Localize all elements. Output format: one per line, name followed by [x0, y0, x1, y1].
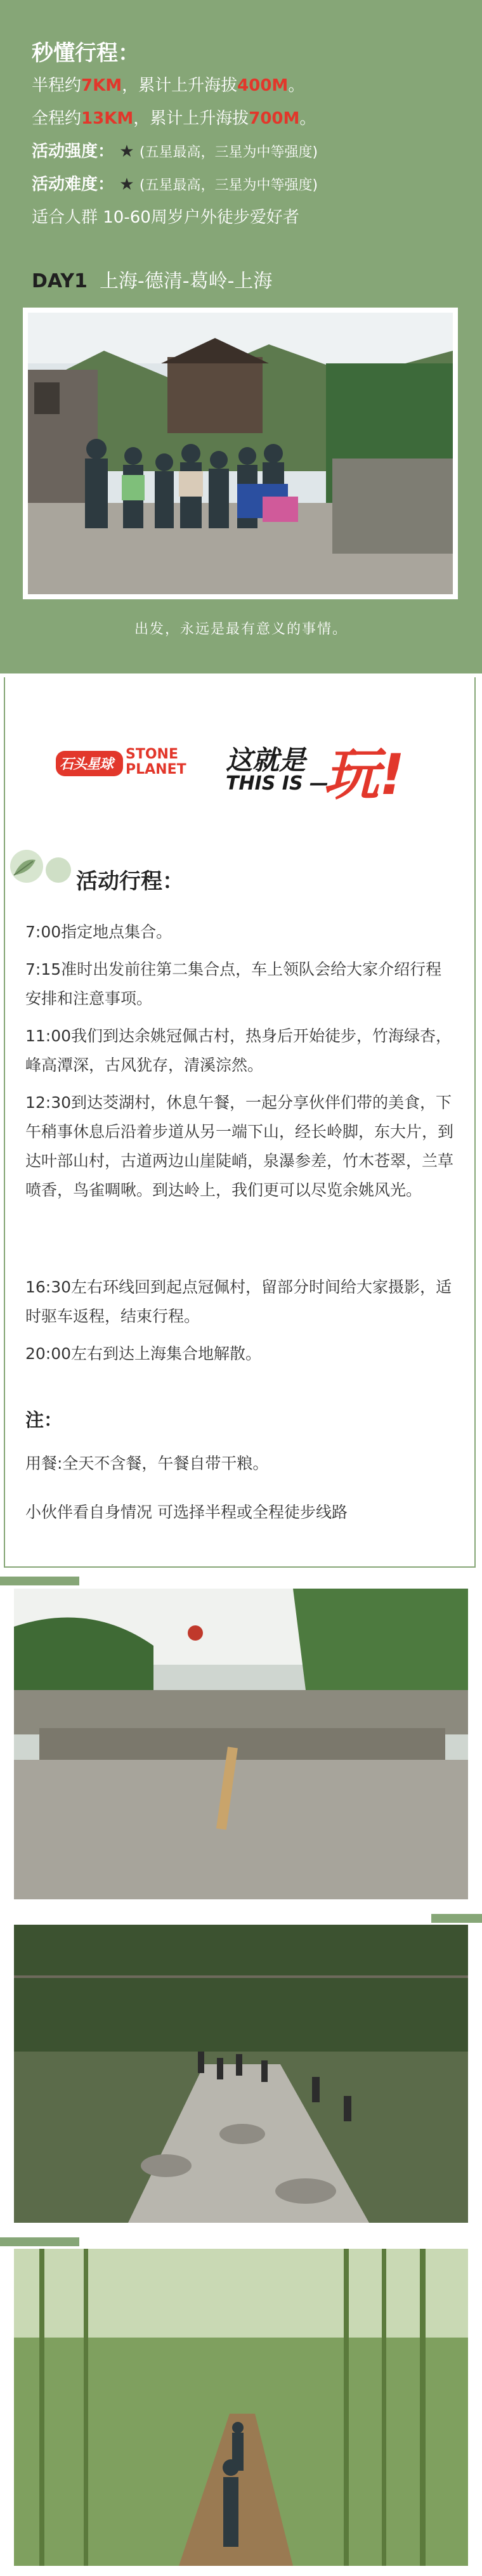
- riverbed-hike-photo: [14, 1925, 468, 2223]
- photo-accent: [431, 1914, 482, 1923]
- difficulty-line: [32, 171, 318, 195]
- intensity-line: [32, 138, 318, 162]
- note-item: 用餐:全天不含餐，午餐自带干粮。: [25, 1454, 269, 1473]
- photo-accent: [0, 2237, 79, 2246]
- group-photo: [28, 313, 453, 594]
- schedule-item: 20:00左右到达上海集合地解散。: [25, 1344, 262, 1363]
- day1-header: [32, 265, 272, 293]
- logo-en-line2: PLANET: [126, 762, 186, 777]
- half-altitude: 400M: [237, 76, 289, 95]
- activity-title: 活动行程：: [76, 869, 184, 894]
- full-end: 。: [299, 109, 316, 128]
- slogan-play: 玩!: [323, 742, 405, 807]
- full-route-line: [32, 105, 316, 129]
- day1-label: DAY1: [32, 270, 88, 292]
- half-prefix: 半程约: [32, 76, 82, 95]
- note-title: 注：: [25, 1409, 63, 1431]
- logo-en-line1: STONE: [126, 746, 178, 762]
- logo-cn: 石头星球: [60, 757, 114, 772]
- photo-accent: [0, 1577, 79, 1585]
- difficulty-label: 活动难度：: [32, 175, 115, 194]
- leaf-icon: [5, 845, 88, 889]
- full-mid: ，累计上升海拔: [133, 109, 249, 128]
- difficulty-star-icon: ★: [119, 175, 134, 194]
- schedule-item: 7:15准时出发前往第二集合点，车上领队会给大家介绍行程安排和注意事项。: [25, 960, 442, 1008]
- audience-line: 适合人群 10-60周岁户外徒步爱好者: [32, 208, 299, 227]
- half-mid: ，累计上升海拔: [122, 76, 238, 95]
- stone-planet-logo: [56, 743, 186, 788]
- stone-steps-photo: [14, 1589, 468, 1899]
- bamboo-forest-photo: [14, 2249, 468, 2566]
- difficulty-note: (五星最高，三星为中等强度): [139, 178, 318, 193]
- stone-steps-illustration: [14, 1589, 468, 1899]
- full-distance: 13KM: [81, 109, 134, 128]
- day1-route: 上海-德清-葛岭-上海: [99, 270, 273, 292]
- half-distance: 7KM: [81, 76, 122, 95]
- half-end: 。: [288, 76, 305, 95]
- group-photo-frame: [23, 308, 458, 599]
- half-route-line: [32, 72, 304, 96]
- intensity-star-icon: ★: [119, 142, 134, 161]
- activity-card: [0, 673, 482, 1574]
- summary-title: 秒懂行程：: [32, 41, 140, 66]
- full-altitude: 700M: [249, 109, 300, 128]
- note-item: 小伙伴看自身情况 可选择半程或全程徒步线路: [25, 1503, 348, 1521]
- schedule-item: 16:30左右环线回到起点冠佩村，留部分时间给大家摄影，适时驱车返程，结束行程。: [25, 1278, 452, 1325]
- group-photo-illustration: [28, 313, 453, 594]
- summary-section: [0, 0, 482, 673]
- slogan-en: THIS IS —: [226, 772, 329, 795]
- schedule-item: 11:00我们到达余姚冠佩古村，热身后开始徒步，竹海绿杏，峰高潭深，古风犹存，清溪淙然。: [25, 1027, 452, 1074]
- schedule-item: 7:00指定地点集合。: [25, 923, 173, 941]
- bamboo-forest-illustration: [14, 2249, 468, 2566]
- intensity-label: 活动强度：: [32, 142, 115, 161]
- logo-en: [126, 747, 186, 777]
- day1-caption: 出发，永远是最有意义的事情。: [134, 621, 348, 637]
- riverbed-hike-illustration: [14, 1925, 468, 2223]
- full-prefix: 全程约: [32, 109, 82, 128]
- intensity-note: (五星最高，三星为中等强度): [139, 145, 318, 160]
- slogan-cn: 这就是: [226, 745, 306, 776]
- schedule-item: 12:30到达茭湖村，休息午餐，一起分享伙伴们带的美食，下午稍事休息后沿着步道从另一端下山，经长岭脚，东大片，到达叶部山村，古道两边山崖陡峭，泉瀑参差，竹木苍翠，兰草喷香，鸟雀啁啾。到达岭上，我们更可以尽览余姚风光。: [25, 1093, 454, 1199]
